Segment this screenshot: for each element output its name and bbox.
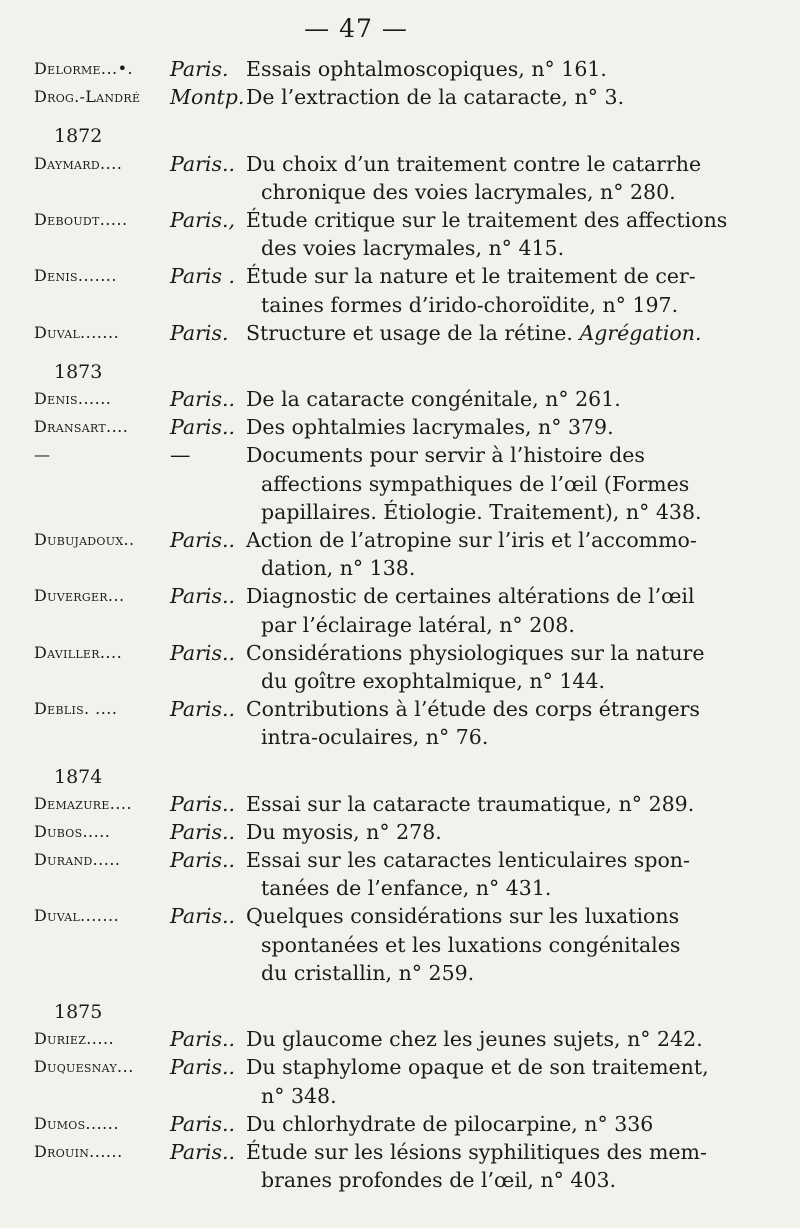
title-continuation-text: branes profondes de l’œil, n° 403.	[261, 1168, 617, 1193]
author-cell	[34, 1025, 174, 1053]
city-name: Paris.	[170, 320, 229, 345]
author-cell	[34, 582, 174, 610]
title-text: Du chlorhydrate de pilocarpine, n° 336	[246, 1111, 654, 1136]
leader-dots: . ....	[83, 699, 118, 719]
title-continuation-text: intra-oculaires, n° 76.	[261, 725, 489, 750]
thesis-title-continuation	[34, 178, 794, 206]
author-cell	[34, 319, 174, 347]
author-name: Denis	[34, 389, 78, 409]
author-cell	[34, 413, 174, 441]
thesis-entry	[34, 1110, 794, 1138]
city-name: Paris..	[170, 1111, 236, 1136]
thesis-title	[246, 818, 791, 846]
leader-dots: ....	[99, 642, 123, 662]
author-cell	[34, 150, 174, 178]
thesis-entry	[34, 1025, 794, 1053]
city-name: Paris..	[170, 151, 236, 176]
thesis-title-continuation	[34, 667, 794, 695]
title-text: Contributions à l’étude des corps étrangers	[246, 697, 700, 722]
author-name: Duverger	[34, 586, 108, 606]
thesis-title	[246, 262, 791, 290]
author-cell	[34, 846, 174, 874]
thesis-title-continuation	[34, 931, 794, 959]
author-name: Deblis	[34, 699, 84, 719]
author-cell	[34, 902, 174, 930]
title-text: De la cataracte congénitale, n° 261.	[246, 387, 621, 412]
city-name: Paris..	[170, 791, 236, 816]
thesis-entry	[34, 818, 794, 846]
thesis-entry	[34, 526, 794, 554]
thesis-title-continuation	[34, 498, 794, 526]
leader-dots: ......	[89, 1141, 123, 1161]
thesis-title	[246, 1025, 791, 1053]
thesis-entry	[34, 790, 794, 818]
title-text: Des ophtalmies lacrymales, n° 379.	[246, 415, 614, 440]
thesis-title-continuation	[34, 291, 794, 319]
thesis-entry	[34, 385, 794, 413]
city-name: Paris..	[170, 1139, 236, 1164]
title-continuation-text: affections sympathiques de l’œil (Formes	[261, 471, 690, 496]
author-name: Dransart	[34, 417, 106, 437]
thesis-entry	[34, 846, 794, 874]
author-name: Daymard	[34, 153, 100, 173]
title-text: Étude critique sur le traitement des affections	[246, 207, 728, 232]
thesis-title-continuation	[34, 554, 794, 582]
author-name: —	[34, 445, 51, 465]
leader-dots: ...	[117, 1057, 134, 1077]
title-text: Essai sur la cataracte traumatique, n° 289.	[246, 791, 695, 816]
city-name: Paris..	[170, 415, 236, 440]
city-name: Paris..	[170, 1055, 236, 1080]
title-text: Essai sur les cataractes lenticulaires spon-	[246, 848, 690, 873]
city-name: Paris..	[170, 528, 236, 552]
thesis-entry	[34, 639, 794, 667]
author-cell	[34, 639, 174, 667]
thesis-entry	[34, 83, 794, 111]
city-name: Paris..	[170, 640, 236, 665]
thesis-title	[246, 526, 791, 554]
thesis-entry	[34, 55, 794, 83]
title-text: Du choix d’un traitement contre le catarrhe	[246, 151, 702, 176]
leader-dots: ...	[107, 586, 125, 606]
author-name: Dubos	[34, 821, 83, 841]
title-continuation-text: spontanées et les luxations congénitales	[261, 932, 681, 957]
author-name: Dumos	[34, 1113, 86, 1133]
year-heading	[34, 357, 794, 385]
author-cell	[34, 790, 174, 818]
year-heading	[34, 997, 794, 1025]
title-continuation-text: tanées de l’enfance, n° 431.	[261, 876, 552, 901]
title-continuation-text: du cristallin, n° 259.	[261, 960, 475, 985]
leader-dots: ......	[77, 389, 112, 409]
leader-dots: ....	[109, 793, 133, 813]
city-name: Paris.	[170, 57, 229, 81]
city-name: Paris..	[170, 584, 236, 609]
city-name: Paris..	[170, 819, 236, 844]
year-text: 1873	[54, 360, 103, 383]
city-name: Paris..	[170, 1027, 236, 1052]
thesis-title	[246, 413, 791, 441]
author-cell	[34, 262, 174, 290]
title-text: Du staphylome opaque et de son traitement,	[246, 1055, 709, 1080]
thesis-title-continuation	[34, 1082, 794, 1110]
title-text: Essais ophtalmoscopiques, n° 161.	[246, 57, 607, 81]
thesis-entry	[34, 1138, 794, 1166]
leader-dots: ....	[100, 153, 123, 173]
author-name: Duval	[34, 906, 81, 926]
thesis-entry	[34, 1053, 794, 1081]
leader-dots: ......	[85, 1113, 119, 1133]
author-name: Durand	[34, 850, 93, 870]
author-cell	[34, 441, 174, 469]
thesis-title	[246, 790, 791, 818]
thesis-title	[246, 55, 791, 83]
leader-dots: .....	[82, 821, 111, 841]
leader-dots: ..	[123, 530, 135, 549]
thesis-title-continuation	[34, 723, 794, 751]
title-text: Structure et usage de la rétine.	[246, 320, 573, 345]
author-cell	[34, 818, 174, 846]
thesis-entry	[34, 441, 794, 469]
year-text: 1872	[54, 125, 103, 148]
thesis-title-continuation	[34, 234, 794, 262]
thesis-list	[34, 55, 794, 1194]
author-cell	[34, 1138, 174, 1166]
author-name: Drouin	[34, 1141, 90, 1161]
title-text: Étude sur la nature et le traitement de cer-	[246, 264, 696, 289]
spacer	[34, 987, 794, 997]
author-name: Deboudt	[34, 209, 100, 229]
city-name: Paris..	[170, 387, 236, 412]
title-continuation-text: papillaires. Étiologie. Traitement), n° 438.	[261, 499, 702, 524]
author-name: Dubujadoux	[34, 530, 124, 549]
title-continuation-text: taines formes d’irido-choroïdite, n° 197.	[261, 292, 679, 317]
thesis-entry	[34, 206, 794, 234]
city-name: Paris.,	[170, 207, 236, 232]
thesis-title	[246, 902, 791, 930]
author-name: Daviller	[34, 642, 100, 662]
thesis-entry	[34, 319, 794, 347]
thesis-title-continuation	[34, 470, 794, 498]
city-name: Paris .	[170, 264, 236, 289]
author-name: Demazure	[34, 793, 110, 813]
author-name: Duval	[34, 322, 81, 342]
thesis-entry	[34, 262, 794, 290]
year-text: 1874	[54, 765, 103, 788]
thesis-entry	[34, 902, 794, 930]
thesis-entry	[34, 413, 794, 441]
year-heading	[34, 762, 794, 790]
year-heading	[34, 121, 794, 149]
title-text: Considérations physiologiques sur la nature	[246, 640, 705, 665]
author-cell	[34, 526, 174, 554]
thesis-title	[246, 582, 791, 610]
thesis-title	[246, 846, 791, 874]
page-number: — 47 —	[304, 14, 408, 43]
author-name: Duriez	[34, 1029, 87, 1049]
title-continuation-text: par l’éclairage latéral, n° 208.	[261, 612, 575, 637]
thesis-title	[246, 206, 791, 234]
title-text: Documents pour servir à l’histoire des	[246, 443, 645, 468]
thesis-title	[246, 385, 791, 413]
city-name: Paris..	[170, 697, 236, 722]
title-continuation-text: du goître exophtalmique, n° 144.	[261, 668, 606, 693]
city-name: Paris..	[170, 848, 236, 873]
author-name: Drog.-Landré	[34, 87, 141, 107]
spacer	[34, 111, 794, 121]
title-continuation-text: des voies lacrymales, n° 415.	[261, 236, 565, 261]
author-cell	[34, 1053, 174, 1081]
thesis-title	[246, 639, 791, 667]
author-cell	[34, 385, 174, 413]
title-text: Quelques considérations sur les luxations	[246, 904, 680, 929]
title-text: Étude sur les lésions syphilitiques des mem-	[246, 1139, 707, 1164]
thesis-title-continuation	[34, 611, 794, 639]
author-name: Duquesnay	[34, 1057, 118, 1077]
spacer	[34, 752, 794, 762]
thesis-title-continuation	[34, 1166, 794, 1194]
thesis-title-continuation	[34, 874, 794, 902]
city-name: Montp.	[170, 85, 245, 110]
author-cell	[34, 1110, 174, 1138]
title-continuation-text: chronique des voies lacrymales, n° 280.	[261, 179, 676, 204]
thesis-entry	[34, 695, 794, 723]
title-continuation-text: n° 348.	[261, 1083, 337, 1108]
thesis-title	[246, 83, 791, 111]
leader-dots: ...•.	[100, 59, 134, 78]
year-text: 1875	[54, 1001, 103, 1023]
thesis-title-continuation	[34, 959, 794, 987]
author-cell	[34, 55, 174, 83]
leader-dots: .......	[80, 322, 120, 342]
leader-dots: .....	[86, 1029, 115, 1049]
title-text: Diagnostic de certaines altérations de l’œil	[246, 584, 695, 609]
author-name: Denis	[34, 266, 78, 286]
title-emphasis: Agrégation.	[579, 320, 702, 345]
thesis-title	[246, 1138, 791, 1166]
thesis-title	[246, 1053, 791, 1081]
title-text: Action de l’atropine sur l’iris et l’accommo-	[246, 528, 697, 552]
spacer	[34, 347, 794, 357]
thesis-title	[246, 441, 791, 469]
author-cell	[34, 695, 174, 723]
thesis-entry	[34, 150, 794, 178]
leader-dots: .......	[80, 906, 120, 926]
leader-dots: ....	[105, 417, 129, 437]
title-text: Du myosis, n° 278.	[246, 819, 442, 844]
city-name: Paris..	[170, 904, 236, 929]
thesis-entry	[34, 582, 794, 610]
thesis-title	[246, 319, 791, 347]
author-cell	[34, 83, 174, 111]
author-cell	[34, 206, 174, 234]
title-text: De l’extraction de la cataracte, n° 3.	[246, 85, 625, 110]
title-continuation-text: dation, n° 138.	[261, 556, 416, 581]
leader-dots: .......	[77, 266, 117, 286]
author-name: Delorme	[34, 59, 101, 78]
city-name: —	[170, 443, 191, 468]
thesis-title	[246, 150, 791, 178]
thesis-title	[246, 695, 791, 723]
title-text: Du glaucome chez les jeunes sujets, n° 242.	[246, 1027, 703, 1052]
leader-dots: .....	[92, 850, 121, 870]
thesis-title	[246, 1110, 791, 1138]
leader-dots: .....	[99, 209, 128, 229]
